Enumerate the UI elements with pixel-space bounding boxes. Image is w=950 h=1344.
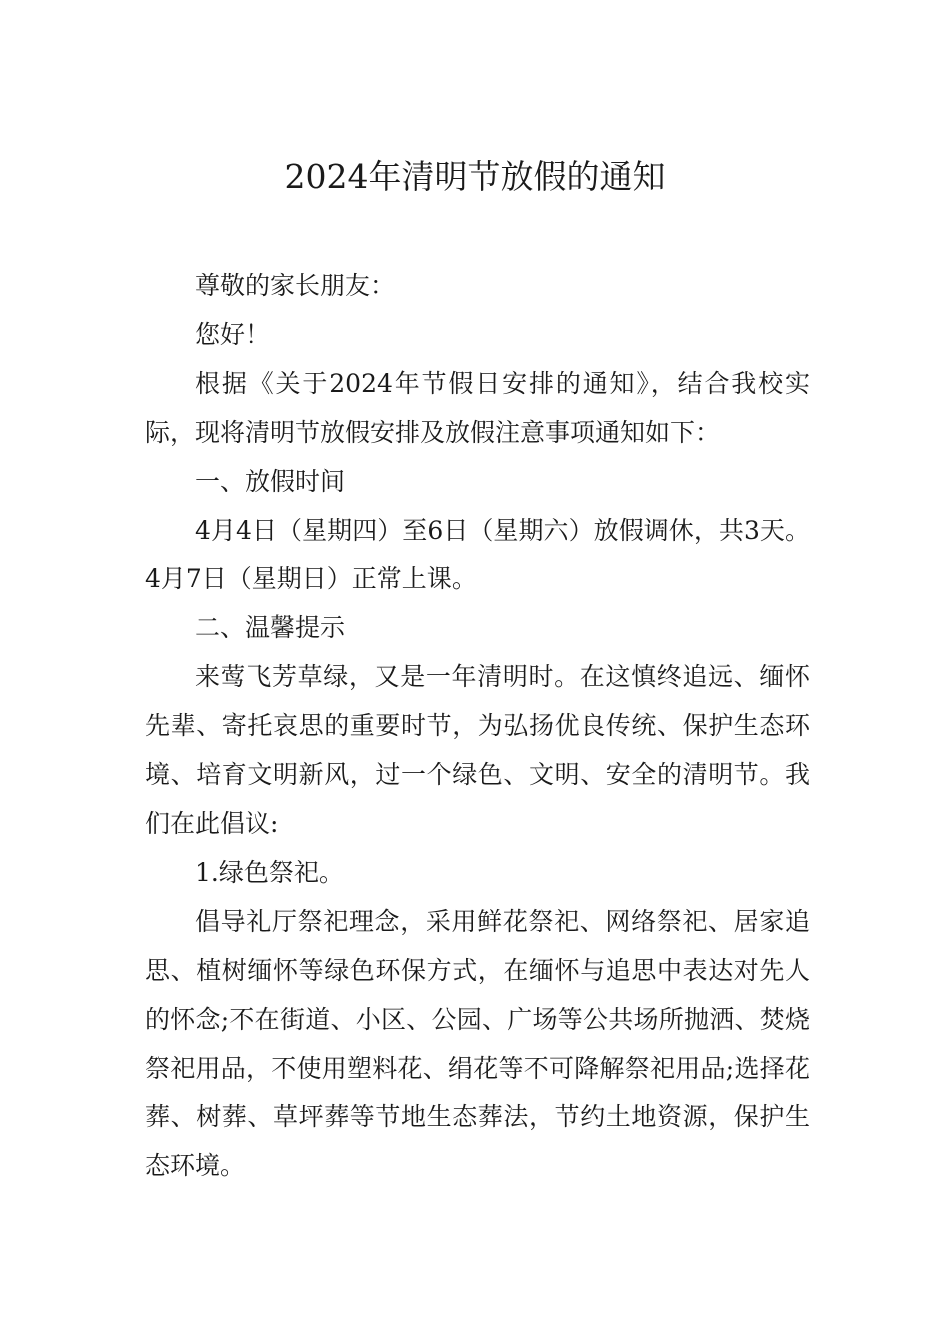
- section-heading-tips: 二、温馨提示: [195, 613, 346, 643]
- greeting: 您好！: [195, 319, 271, 349]
- paragraph-tips: 来莺飞芳草绿，又是一年清明时。在这慎终追远、缅怀先辈、寄托哀思的重要时节，为弘扬优良传统、保护生态环境、培育文明新风，过一个绿色、文明、安全的清明节。我们在此倡议:: [145, 662, 810, 838]
- item-heading-green-worship: 1.绿色祭祀。: [195, 857, 344, 887]
- salutation: 尊敬的家长朋友：: [195, 271, 396, 300]
- paragraph-holiday-time: 4月4日（星期四）至6日（星期六）放假调休，共3天。4月7日（星期日）正常上课。: [145, 515, 810, 594]
- paragraph-intro: 根据《关于2024年节假日安排的通知》，结合我校实际，现将清明节放假安排及放假注意事项通知如下：: [145, 368, 810, 447]
- paragraph-green-worship: 倡导礼厅祭祀理念，采用鲜花祭祀、网络祭祀、居家追思、植树缅怀等绿色环保方式，在缅怀与追思中表达对先人的怀念;不在街道、小区、公园、广场等公共场所抛洒、焚烧祭祀用品，不使用塑料花、绢花等不可降解祭祀用品;选择花葬、树葬、草坪葬等节地生态葬法，节约土地资源，保护生态环境。: [145, 906, 810, 1181]
- section-heading-holiday-time: 一、放假时间: [195, 466, 346, 496]
- document-title: 2024年清明节放假的通知: [284, 157, 666, 196]
- document-body: [145, 262, 810, 1191]
